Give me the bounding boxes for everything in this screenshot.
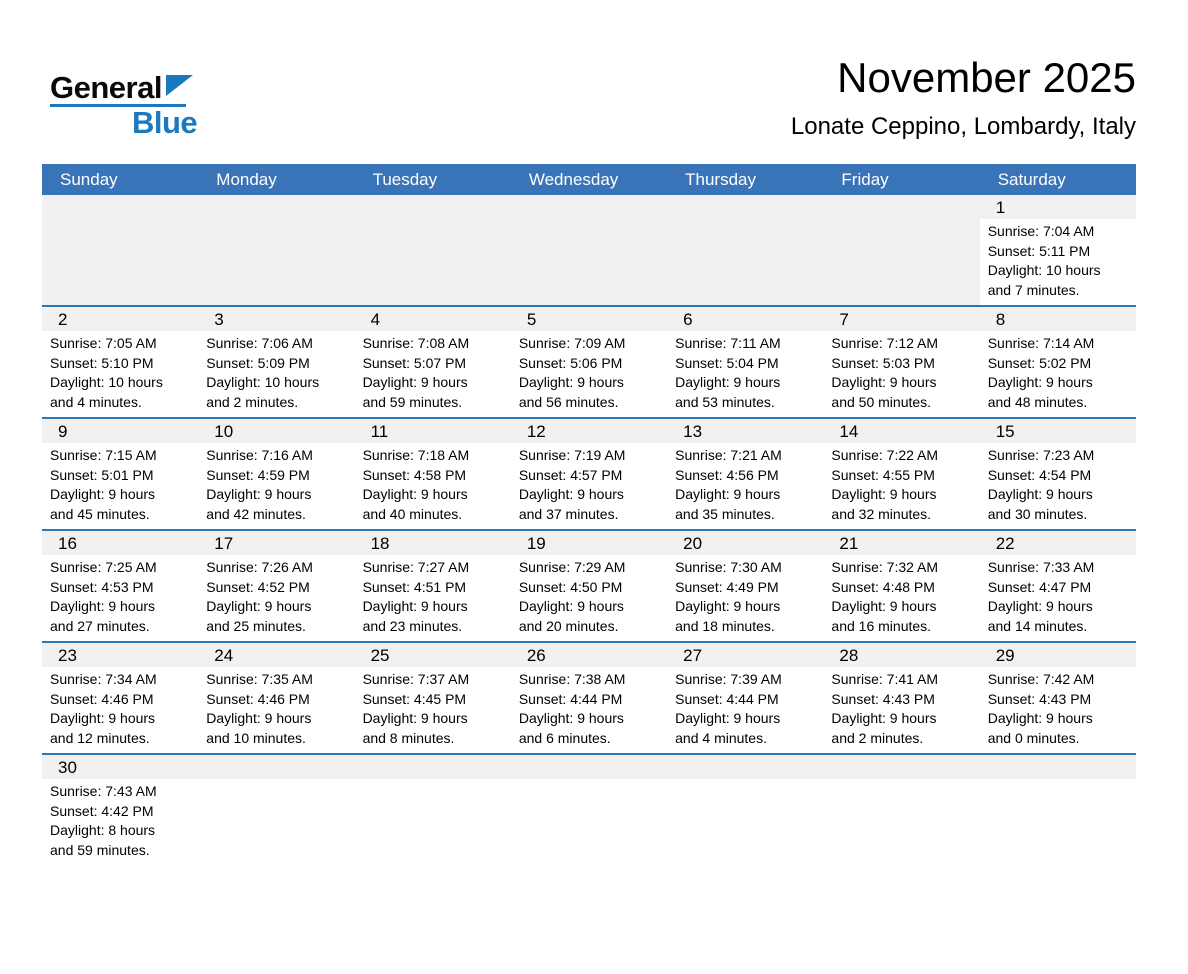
- daylight-hours-text: Daylight: 10 hours: [50, 374, 163, 391]
- day-number: [667, 195, 823, 219]
- empty-cell: [198, 755, 354, 865]
- daylight-minutes-text: and 20 minutes.: [518, 617, 619, 634]
- day-cell: [823, 643, 979, 753]
- day-number: 22: [980, 531, 1136, 555]
- daylight-minutes-text: and 45 minutes.: [50, 505, 150, 522]
- day-details: [355, 443, 511, 529]
- daylight-minutes-text: and 35 minutes.: [675, 505, 775, 522]
- day-number: 20: [667, 531, 823, 555]
- daylight-hours-text: Daylight: 8 hours: [50, 822, 156, 839]
- daylight-hours-text: Daylight: 9 hours: [987, 598, 1093, 615]
- day-details: [823, 443, 979, 529]
- general-blue-logo: [50, 56, 197, 140]
- sunset-text: Sunset: 5:06 PM: [518, 354, 623, 371]
- day-number: 14: [823, 419, 979, 443]
- daylight-hours-text: Daylight: 9 hours: [50, 598, 156, 615]
- day-details: [511, 443, 667, 529]
- daylight-minutes-text: and 2 minutes.: [206, 393, 299, 410]
- daylight-hours-text: Daylight: 9 hours: [362, 710, 468, 727]
- day-details: [355, 667, 511, 753]
- day-details: [980, 443, 1136, 529]
- day-number: [198, 195, 354, 219]
- weekday-label-thursday: Thursday: [685, 169, 757, 189]
- day-cell: [42, 643, 198, 753]
- daylight-minutes-text: and 8 minutes.: [362, 729, 455, 746]
- day-number: 11: [355, 419, 511, 443]
- day-cell: [667, 531, 823, 641]
- logo-bottom-row: [132, 107, 197, 140]
- daylight-minutes-text: and 40 minutes.: [362, 505, 463, 522]
- day-cell: [355, 419, 511, 529]
- daylight-hours-text: Daylight: 9 hours: [675, 710, 781, 727]
- daylight-minutes-text: and 42 minutes.: [206, 505, 306, 522]
- day-cell: [823, 419, 979, 529]
- sunrise-text: Sunrise: 7:11 AM: [675, 335, 781, 352]
- page-title: November 2025: [837, 54, 1136, 101]
- day-number: 25: [355, 643, 511, 667]
- day-details: [511, 667, 667, 753]
- day-details: [823, 331, 979, 417]
- daylight-hours-text: Daylight: 9 hours: [675, 486, 781, 503]
- daylight-minutes-text: and 12 minutes.: [50, 729, 150, 746]
- empty-cell: [511, 755, 667, 865]
- sunrise-text: Sunrise: 7:25 AM: [50, 559, 157, 576]
- daylight-minutes-text: and 23 minutes.: [362, 617, 463, 634]
- page-header: [50, 56, 1136, 141]
- day-cell: [980, 307, 1136, 417]
- day-details: [198, 555, 354, 641]
- sunrise-text: Sunrise: 7:08 AM: [362, 335, 470, 352]
- empty-cell: [42, 195, 198, 305]
- day-cell: [42, 755, 198, 865]
- daylight-minutes-text: and 37 minutes.: [518, 505, 619, 522]
- sunset-text: Sunset: 4:48 PM: [831, 578, 935, 595]
- day-number: 12: [511, 419, 667, 443]
- day-number: 23: [42, 643, 198, 667]
- day-details: [823, 555, 979, 641]
- day-number: 19: [511, 531, 667, 555]
- sunset-text: Sunset: 4:51 PM: [362, 578, 467, 595]
- day-cell: [355, 307, 511, 417]
- sunrise-text: Sunrise: 7:09 AM: [518, 335, 626, 352]
- daylight-hours-text: Daylight: 9 hours: [362, 598, 468, 615]
- sunset-text: Sunset: 5:11 PM: [987, 242, 1091, 259]
- day-number: [823, 195, 979, 219]
- day-details: [198, 443, 354, 529]
- daylight-hours-text: Daylight: 9 hours: [987, 710, 1093, 727]
- weekday-label-wednesday: Wednesday: [528, 169, 619, 189]
- sunrise-text: Sunrise: 7:33 AM: [987, 559, 1095, 576]
- day-number: [511, 755, 667, 779]
- day-details: [980, 219, 1136, 305]
- day-cell: [42, 531, 198, 641]
- daylight-hours-text: Daylight: 9 hours: [206, 486, 312, 503]
- weekday-label-tuesday: Tuesday: [372, 169, 438, 189]
- day-details: [667, 667, 823, 753]
- sunset-text: Sunset: 4:49 PM: [675, 578, 779, 595]
- daylight-hours-text: Daylight: 9 hours: [831, 710, 937, 727]
- day-cell: [198, 419, 354, 529]
- logo-flag-icon: [166, 75, 193, 101]
- sunset-text: Sunset: 4:43 PM: [987, 690, 1092, 707]
- logo-top-row: [50, 72, 186, 107]
- daylight-minutes-text: and 25 minutes.: [206, 617, 306, 634]
- daylight-hours-text: Daylight: 9 hours: [831, 374, 937, 391]
- day-details: [511, 331, 667, 417]
- sunrise-text: Sunrise: 7:16 AM: [206, 447, 313, 464]
- daylight-minutes-text: and 30 minutes.: [987, 505, 1088, 522]
- sunrise-text: Sunrise: 7:39 AM: [675, 671, 782, 688]
- day-number: 4: [355, 307, 511, 331]
- daylight-minutes-text: and 2 minutes.: [831, 729, 924, 746]
- titles: [791, 56, 1136, 141]
- day-number: 24: [198, 643, 354, 667]
- sunset-text: Sunset: 4:45 PM: [362, 690, 467, 707]
- sunset-text: Sunset: 5:09 PM: [206, 354, 310, 371]
- daylight-minutes-text: and 4 minutes.: [675, 729, 767, 746]
- sunset-text: Sunset: 5:10 PM: [50, 354, 154, 371]
- day-number: 29: [980, 643, 1136, 667]
- daylight-hours-text: Daylight: 9 hours: [362, 374, 468, 391]
- sunset-text: Sunset: 5:07 PM: [362, 354, 467, 371]
- empty-cell: [667, 195, 823, 305]
- daylight-minutes-text: and 6 minutes.: [518, 729, 611, 746]
- daylight-minutes-text: and 56 minutes.: [518, 393, 619, 410]
- day-cell: [980, 643, 1136, 753]
- daylight-minutes-text: and 14 minutes.: [987, 617, 1088, 634]
- sunset-text: Sunset: 4:56 PM: [675, 466, 779, 483]
- day-number: 3: [198, 307, 354, 331]
- day-cell: [667, 419, 823, 529]
- day-number: [823, 755, 979, 779]
- day-details: [42, 555, 198, 641]
- day-number: 15: [980, 419, 1136, 443]
- empty-cell: [667, 755, 823, 865]
- week-row: [42, 305, 1136, 417]
- day-number: 26: [511, 643, 667, 667]
- day-number: 28: [823, 643, 979, 667]
- day-number: 8: [980, 307, 1136, 331]
- sunrise-text: Sunrise: 7:34 AM: [50, 671, 157, 688]
- daylight-minutes-text: and 50 minutes.: [831, 393, 932, 410]
- empty-cell: [823, 755, 979, 865]
- page-subtitle: Lonate Ceppino, Lombardy, Italy: [790, 113, 1136, 141]
- day-cell: [355, 531, 511, 641]
- sunrise-text: Sunrise: 7:22 AM: [831, 447, 939, 464]
- daylight-hours-text: Daylight: 9 hours: [518, 374, 624, 391]
- daylight-hours-text: Daylight: 9 hours: [518, 710, 624, 727]
- day-number: [198, 755, 354, 779]
- daylight-hours-text: Daylight: 9 hours: [831, 486, 937, 503]
- day-cell: [667, 307, 823, 417]
- day-number: 27: [667, 643, 823, 667]
- sunrise-text: Sunrise: 7:27 AM: [362, 559, 470, 576]
- day-details: [355, 331, 511, 417]
- empty-cell: [823, 195, 979, 305]
- sunset-text: Sunset: 4:55 PM: [831, 466, 935, 483]
- day-number: 30: [42, 755, 198, 779]
- week-row: [42, 753, 1136, 865]
- day-details: [980, 331, 1136, 417]
- day-details: [42, 779, 198, 865]
- sunrise-text: Sunrise: 7:21 AM: [675, 447, 782, 464]
- daylight-minutes-text: and 27 minutes.: [50, 617, 150, 634]
- sunrise-text: Sunrise: 7:12 AM: [831, 335, 939, 352]
- day-number: 7: [823, 307, 979, 331]
- daylight-minutes-text: and 7 minutes.: [987, 281, 1080, 298]
- day-cell: [42, 307, 198, 417]
- daylight-hours-text: Daylight: 9 hours: [987, 374, 1093, 391]
- day-number: 2: [42, 307, 198, 331]
- day-cell: [198, 307, 354, 417]
- day-details: [198, 331, 354, 417]
- week-row: [42, 195, 1136, 305]
- day-cell: [355, 643, 511, 753]
- day-cell: [823, 307, 979, 417]
- empty-cell: [355, 755, 511, 865]
- sunset-text: Sunset: 5:04 PM: [675, 354, 779, 371]
- sunrise-text: Sunrise: 7:41 AM: [831, 671, 939, 688]
- daylight-hours-text: Daylight: 9 hours: [206, 598, 312, 615]
- day-cell: [667, 643, 823, 753]
- day-cell: [511, 531, 667, 641]
- empty-cell: [355, 195, 511, 305]
- day-number: 1: [980, 195, 1136, 219]
- day-cell: [198, 531, 354, 641]
- weekday-label-monday: Monday: [216, 169, 277, 189]
- day-details: [42, 667, 198, 753]
- sunset-text: Sunset: 5:03 PM: [831, 354, 935, 371]
- daylight-minutes-text: and 32 minutes.: [831, 505, 932, 522]
- day-cell: [511, 419, 667, 529]
- sunrise-text: Sunrise: 7:06 AM: [206, 335, 313, 352]
- day-number: 6: [667, 307, 823, 331]
- daylight-hours-text: Daylight: 9 hours: [50, 710, 156, 727]
- day-cell: [511, 307, 667, 417]
- day-details: [823, 667, 979, 753]
- daylight-hours-text: Daylight: 9 hours: [206, 710, 312, 727]
- daylight-hours-text: Daylight: 9 hours: [362, 486, 468, 503]
- sunset-text: Sunset: 4:42 PM: [50, 802, 154, 819]
- sunrise-text: Sunrise: 7:43 AM: [50, 783, 157, 800]
- daylight-minutes-text: and 18 minutes.: [675, 617, 775, 634]
- day-number: 16: [42, 531, 198, 555]
- week-row: [42, 641, 1136, 753]
- day-cell: [198, 643, 354, 753]
- weekday-label-sunday: Sunday: [60, 169, 118, 189]
- sunrise-text: Sunrise: 7:19 AM: [518, 447, 626, 464]
- sunrise-text: Sunrise: 7:37 AM: [362, 671, 470, 688]
- sunset-text: Sunset: 4:47 PM: [987, 578, 1092, 595]
- day-cell: [980, 419, 1136, 529]
- sunrise-text: Sunrise: 7:05 AM: [50, 335, 157, 352]
- sunset-text: Sunset: 4:46 PM: [206, 690, 310, 707]
- weekday-header-bar: [42, 164, 1136, 195]
- logo-word-general: General: [50, 70, 162, 105]
- day-number: [667, 755, 823, 779]
- day-cell: [42, 419, 198, 529]
- sunrise-text: Sunrise: 7:18 AM: [362, 447, 470, 464]
- daylight-hours-text: Daylight: 9 hours: [518, 598, 624, 615]
- day-number: 10: [198, 419, 354, 443]
- weekday-label-saturday: Saturday: [997, 169, 1066, 189]
- day-cell: [980, 531, 1136, 641]
- day-details: [198, 667, 354, 753]
- daylight-minutes-text: and 4 minutes.: [50, 393, 142, 410]
- day-details: [667, 443, 823, 529]
- day-number: [42, 195, 198, 219]
- day-number: 9: [42, 419, 198, 443]
- sunrise-text: Sunrise: 7:26 AM: [206, 559, 313, 576]
- sunrise-text: Sunrise: 7:29 AM: [518, 559, 626, 576]
- daylight-hours-text: Daylight: 9 hours: [831, 598, 937, 615]
- sunset-text: Sunset: 4:50 PM: [518, 578, 623, 595]
- empty-cell: [980, 755, 1136, 865]
- day-number: 5: [511, 307, 667, 331]
- daylight-hours-text: Daylight: 9 hours: [987, 486, 1093, 503]
- sunset-text: Sunset: 4:57 PM: [518, 466, 623, 483]
- sunset-text: Sunset: 4:53 PM: [50, 578, 154, 595]
- daylight-hours-text: Daylight: 10 hours: [987, 262, 1101, 279]
- week-row: [42, 529, 1136, 641]
- day-number: [511, 195, 667, 219]
- sunrise-text: Sunrise: 7:04 AM: [987, 223, 1095, 240]
- sunset-text: Sunset: 4:46 PM: [50, 690, 154, 707]
- sunrise-text: Sunrise: 7:32 AM: [831, 559, 939, 576]
- daylight-hours-text: Daylight: 9 hours: [50, 486, 156, 503]
- day-details: [511, 555, 667, 641]
- day-number: 17: [198, 531, 354, 555]
- day-details: [667, 331, 823, 417]
- daylight-hours-text: Daylight: 10 hours: [206, 374, 320, 391]
- logo-word-blue: Blue: [132, 105, 198, 140]
- day-cell: [823, 531, 979, 641]
- daylight-hours-text: Daylight: 9 hours: [675, 598, 781, 615]
- day-number: 13: [667, 419, 823, 443]
- day-details: [667, 555, 823, 641]
- day-number: [355, 195, 511, 219]
- day-number: [980, 755, 1136, 779]
- day-details: [980, 555, 1136, 641]
- sunset-text: Sunset: 5:02 PM: [987, 354, 1092, 371]
- sunset-text: Sunset: 4:59 PM: [206, 466, 310, 483]
- daylight-hours-text: Daylight: 9 hours: [675, 374, 781, 391]
- daylight-minutes-text: and 59 minutes.: [50, 841, 150, 858]
- sunset-text: Sunset: 4:52 PM: [206, 578, 310, 595]
- sunrise-text: Sunrise: 7:15 AM: [50, 447, 157, 464]
- sunset-text: Sunset: 4:54 PM: [987, 466, 1092, 483]
- day-number: [355, 755, 511, 779]
- sunset-text: Sunset: 5:01 PM: [50, 466, 154, 483]
- daylight-minutes-text: and 59 minutes.: [362, 393, 463, 410]
- day-number: 21: [823, 531, 979, 555]
- daylight-minutes-text: and 16 minutes.: [831, 617, 932, 634]
- sunset-text: Sunset: 4:58 PM: [362, 466, 467, 483]
- day-cell: [511, 643, 667, 753]
- sunrise-text: Sunrise: 7:23 AM: [987, 447, 1095, 464]
- day-details: [42, 331, 198, 417]
- day-details: [42, 443, 198, 529]
- daylight-minutes-text: and 53 minutes.: [675, 393, 775, 410]
- daylight-hours-text: Daylight: 9 hours: [518, 486, 624, 503]
- calendar: [42, 164, 1136, 865]
- daylight-minutes-text: and 48 minutes.: [987, 393, 1088, 410]
- daylight-minutes-text: and 0 minutes.: [987, 729, 1080, 746]
- empty-cell: [511, 195, 667, 305]
- sunrise-text: Sunrise: 7:42 AM: [987, 671, 1095, 688]
- sunrise-text: Sunrise: 7:38 AM: [518, 671, 626, 688]
- day-details: [355, 555, 511, 641]
- weekday-label-friday: Friday: [841, 169, 889, 189]
- week-row: [42, 417, 1136, 529]
- sunrise-text: Sunrise: 7:30 AM: [675, 559, 782, 576]
- day-cell: [980, 195, 1136, 305]
- day-details: [980, 667, 1136, 753]
- empty-cell: [198, 195, 354, 305]
- sunset-text: Sunset: 4:44 PM: [675, 690, 779, 707]
- day-number: 18: [355, 531, 511, 555]
- sunrise-text: Sunrise: 7:14 AM: [987, 335, 1095, 352]
- sunrise-text: Sunrise: 7:35 AM: [206, 671, 313, 688]
- daylight-minutes-text: and 10 minutes.: [206, 729, 306, 746]
- sunset-text: Sunset: 4:43 PM: [831, 690, 935, 707]
- sunset-text: Sunset: 4:44 PM: [518, 690, 623, 707]
- calendar-weeks: [42, 195, 1136, 865]
